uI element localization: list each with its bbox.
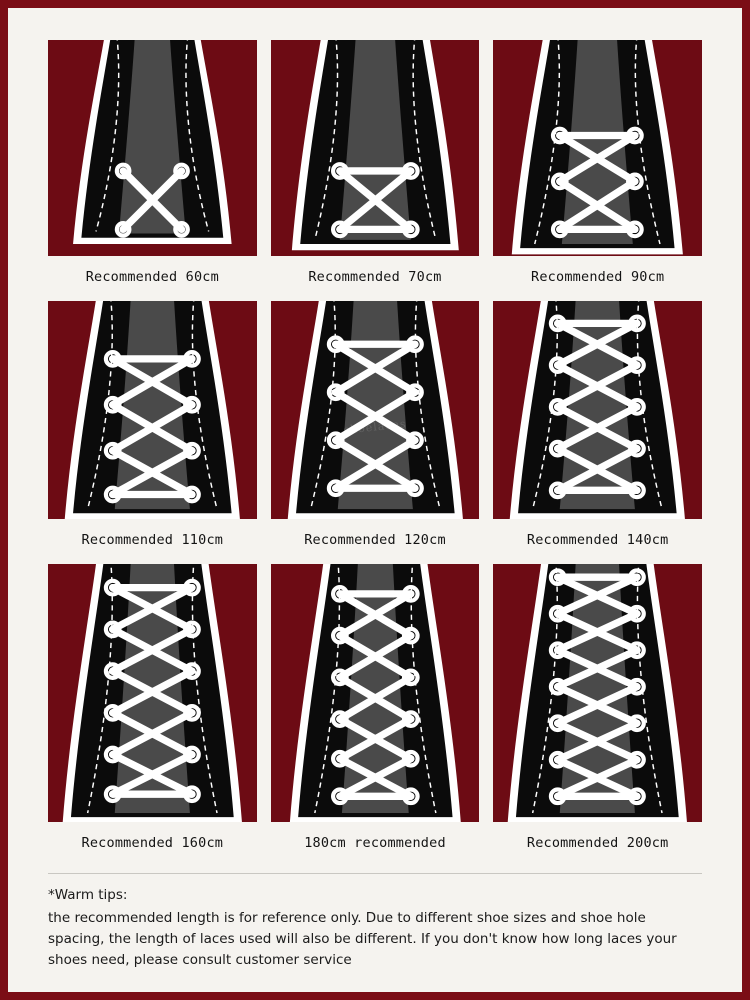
shoe-svg-120	[271, 301, 480, 519]
shoe-grid-row-1	[48, 40, 702, 301]
poster-inner	[8, 8, 742, 992]
shoe-svg-140	[493, 301, 702, 519]
shoe-svg-60	[48, 40, 257, 256]
shoe-grid-row-2	[48, 301, 702, 564]
shoe-illustration-70	[271, 40, 480, 256]
shoe-illustration-120	[271, 301, 480, 519]
shoe-card-70[interactable]	[271, 40, 480, 301]
shoe-svg-200	[493, 564, 702, 822]
shoe-caption: Recommended 110cm	[81, 532, 224, 548]
shoe-illustration-110	[48, 301, 257, 519]
shoe-caption: 180cm recommended	[304, 835, 446, 851]
shoe-card-90[interactable]	[493, 40, 702, 301]
shoe-caption: Recommended 140cm	[526, 532, 669, 548]
warm-tips-section	[48, 873, 702, 971]
shoe-caption: Recommended 120cm	[304, 532, 446, 548]
shoe-caption: Recommended 200cm	[526, 835, 669, 851]
shoe-svg-70	[271, 40, 480, 256]
shoe-svg-160	[48, 564, 257, 822]
shoe-illustration-90	[493, 40, 702, 256]
shoe-caption: Recommended 70cm	[308, 269, 442, 285]
shoe-svg-110	[48, 301, 257, 519]
shoe-illustration-160	[48, 564, 257, 822]
shoe-card-160[interactable]	[48, 564, 257, 867]
shoe-caption: Recommended 160cm	[81, 835, 224, 851]
shoe-grid-row-3	[48, 564, 702, 867]
shoe-card-110[interactable]	[48, 301, 257, 564]
shoe-illustration-200	[493, 564, 702, 822]
shoe-svg-180	[271, 564, 480, 822]
shoe-card-140[interactable]	[493, 301, 702, 564]
shoe-card-120[interactable]	[271, 301, 480, 564]
shoe-caption: Recommended 60cm	[85, 269, 219, 285]
shoe-illustration-60	[48, 40, 257, 256]
warm-tips-title: *Warm tips:	[48, 887, 128, 903]
shoe-svg-90	[493, 40, 702, 256]
shoe-illustration-180	[271, 564, 480, 822]
shoe-illustration-140	[493, 301, 702, 519]
shoe-caption: Recommended 90cm	[531, 269, 665, 285]
shoe-card-60[interactable]	[48, 40, 257, 301]
warm-tips-body: the recommended length is for reference only. Due to different shoe sizes and shoe hole spacing, the length of laces used will also be different. If you don't know how long laces your shoes need, please consult customer service	[48, 909, 677, 968]
shoe-card-200[interactable]	[493, 564, 702, 867]
shoe-card-180[interactable]	[271, 564, 480, 867]
